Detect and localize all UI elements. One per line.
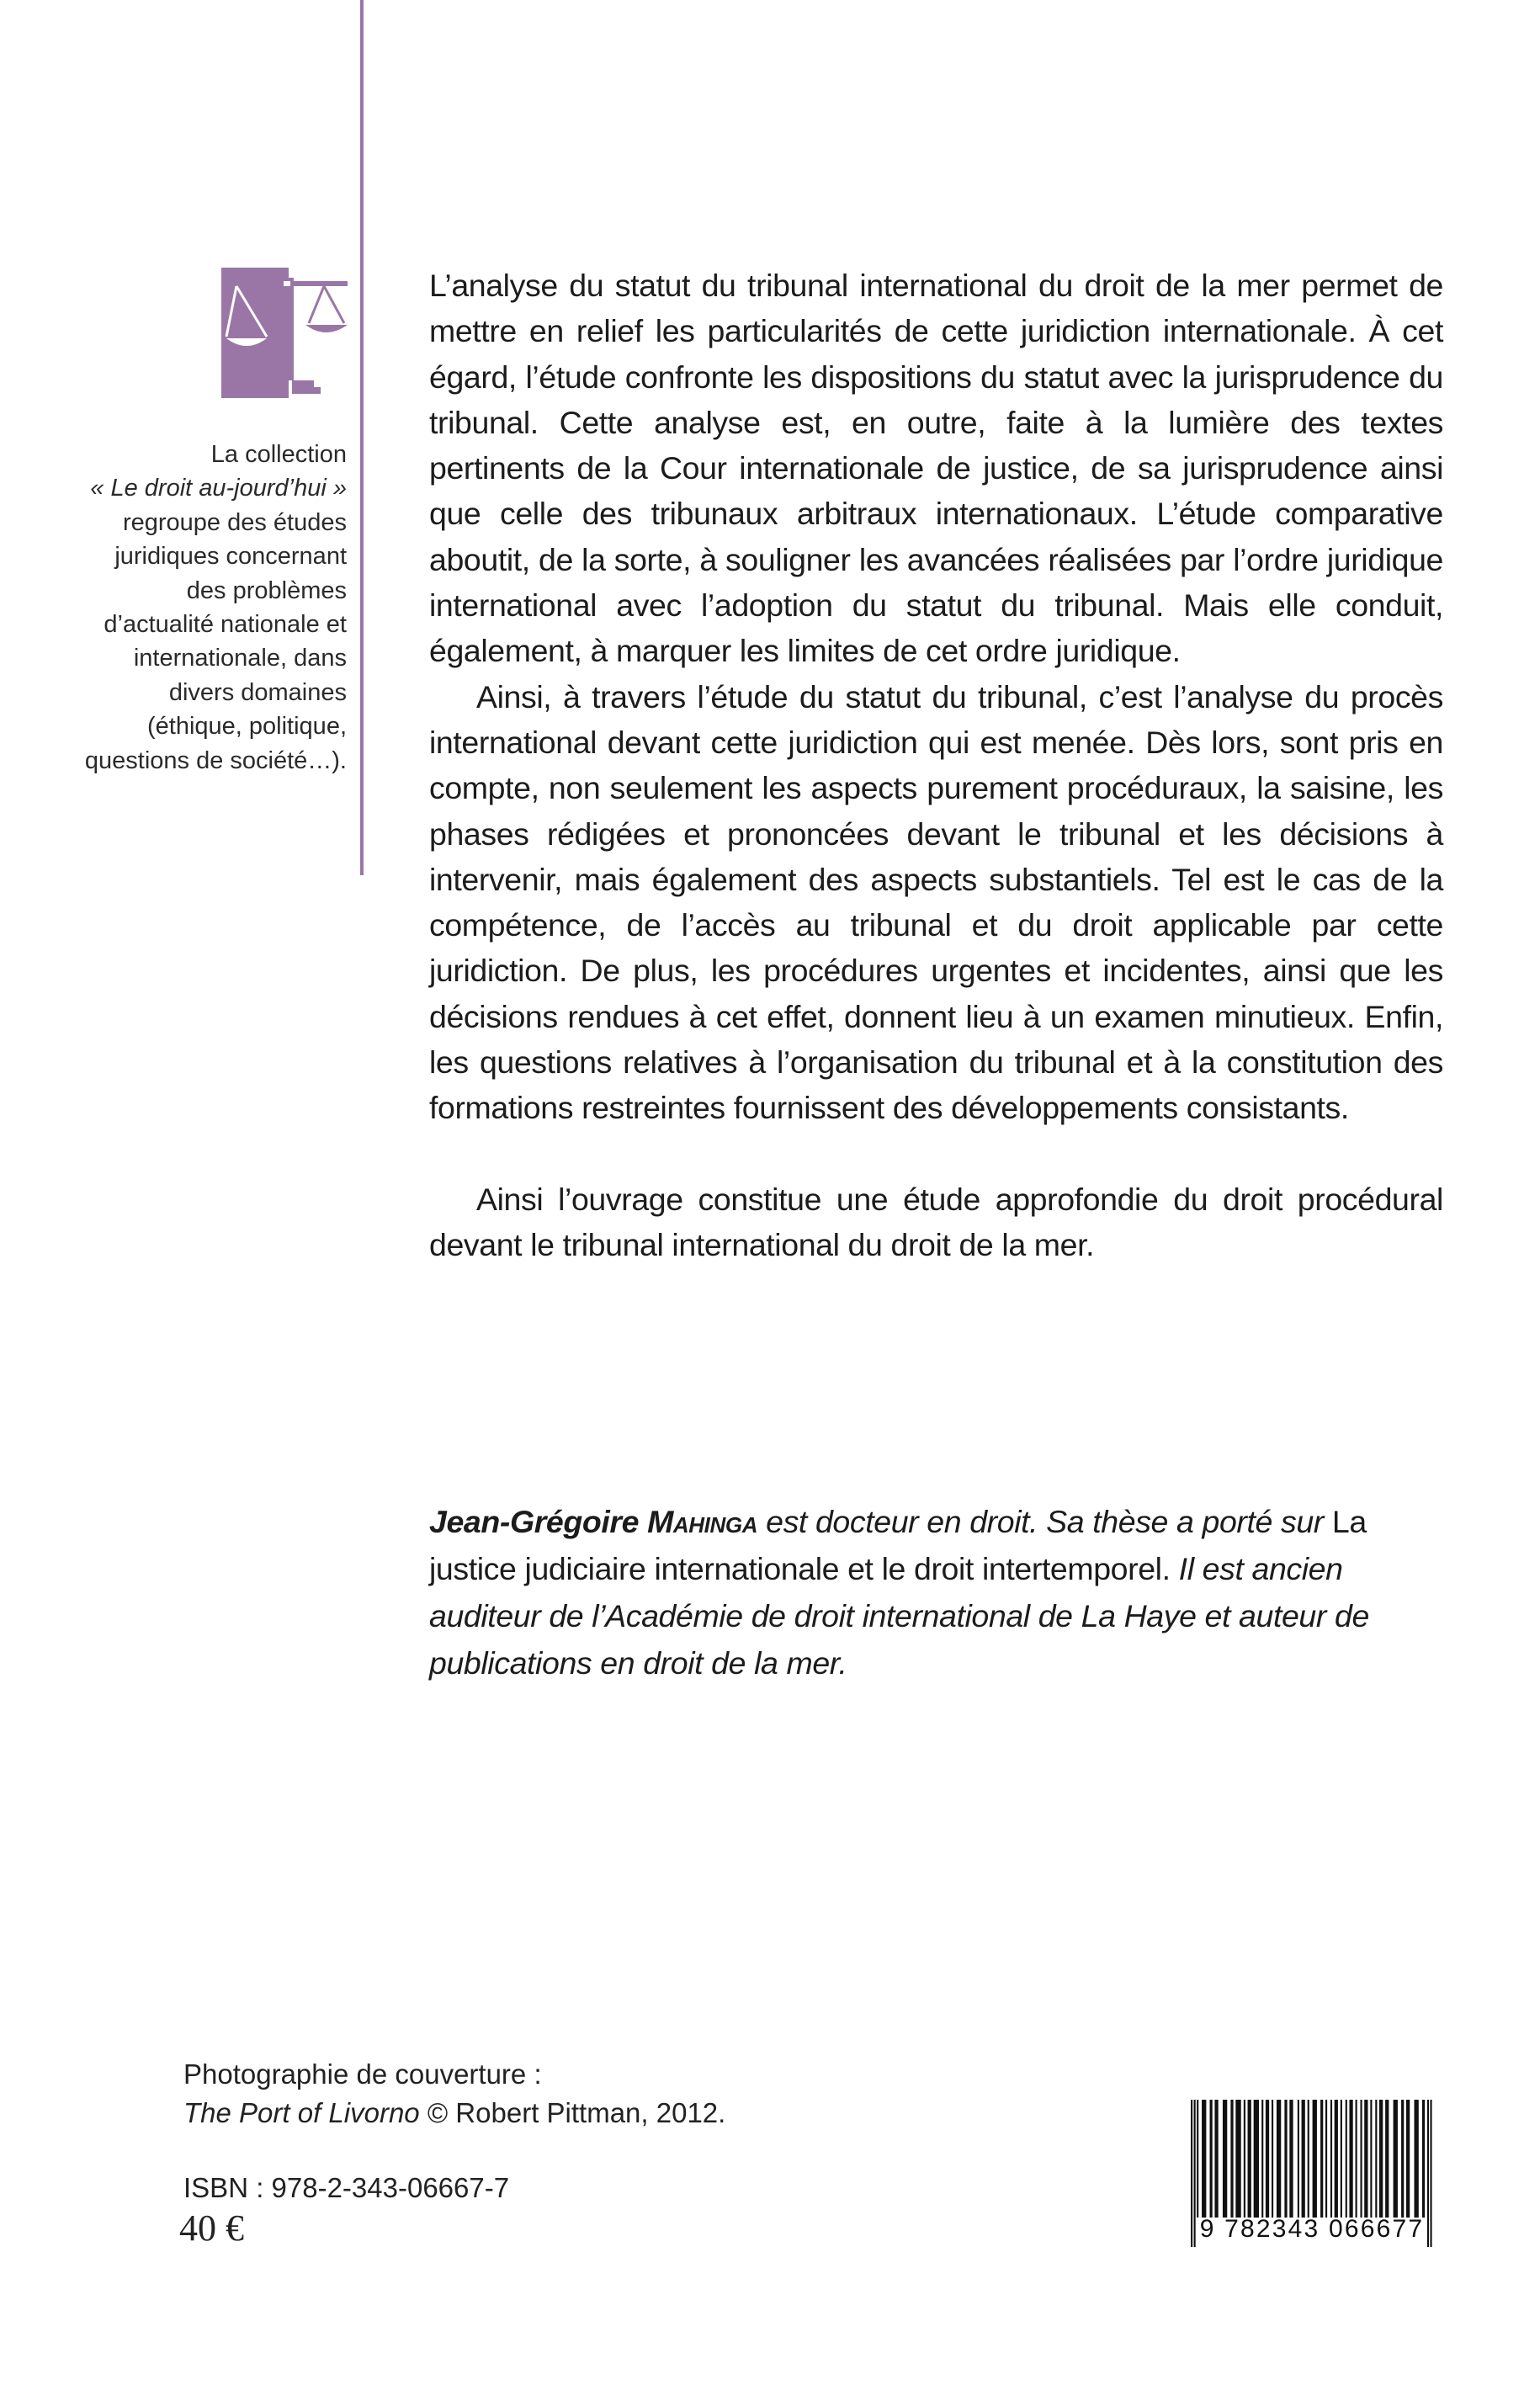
barcode-bar bbox=[1197, 2100, 1198, 2218]
barcode-bar bbox=[1266, 2100, 1269, 2218]
barcode-bar bbox=[1202, 2100, 1206, 2218]
photo-copyright: © Robert Pittman, 2012. bbox=[427, 2097, 726, 2128]
barcode-bar bbox=[1325, 2100, 1327, 2218]
barcode-bar bbox=[1308, 2100, 1309, 2218]
author-bio bbox=[429, 1498, 1443, 1686]
isbn: ISBN : 978-2-343-06667-7 bbox=[183, 2172, 510, 2203]
barcode-bar bbox=[1313, 2100, 1317, 2218]
barcode-bar bbox=[1230, 2100, 1233, 2218]
author-bio-text-2: Il est ancien auditeur de l’Académie de droit international de La Haye et auteur de publications en droit de la mer. bbox=[429, 1551, 1369, 1681]
barcode-bar bbox=[1379, 2100, 1383, 2218]
barcode-bar bbox=[1277, 2100, 1281, 2218]
barcode-bar bbox=[1375, 2100, 1377, 2218]
barcode-bar bbox=[1406, 2100, 1410, 2218]
barcode-bar bbox=[1302, 2100, 1305, 2218]
barcode-bar bbox=[1401, 2100, 1404, 2218]
photo-credit-label: Photographie de couverture : bbox=[183, 2058, 542, 2090]
barcode-digits: 9 782343 066677 bbox=[1199, 2215, 1425, 2243]
barcode-bar bbox=[1223, 2100, 1227, 2218]
summary-paragraph-1: L’analyse du statut du tribunal international du droit de la mer permet de mettre en relief les particularités de cette juridiction internationale. À cet égard, l’étude confronte les dispositions du statut avec la jurisprudence du tribunal. Cette analyse est, en outre, faite à la lumière des textes pertinents de la Cour internationale de justice, de sa jurisprudence ainsi que celle des tribunaux arbitraux internationaux. L’étude comparative aboutit, de la sorte, à souligner les avancées réalisées par l’ordre juridique international avec l’adoption du statut du tribunal. Mais elle conduit, également, à marquer les limites de cet ordre juridique. bbox=[429, 268, 1443, 669]
barcode-bar bbox=[1346, 2100, 1347, 2218]
barcode-bar bbox=[1214, 2100, 1218, 2218]
author-first-name: Jean-Grégoire bbox=[429, 1504, 640, 1539]
barcode-bar bbox=[1298, 2100, 1299, 2218]
barcode-bar bbox=[1356, 2100, 1357, 2218]
summary-paragraph-2: Ainsi, à travers l’étude du statut du tribunal, c’est l’analyse du procès international devant cette juridiction qui est menée. Dès lors, sont pris en compte, non seulement les aspects purement procéduraux, la saisine, les phases rédigées et prononcées devant le tribunal et les décisions à intervenir, mais également des aspects substantiels. Tel est le cas de la compétence, de l’accès au tribunal et du droit applicable par cette juridiction. De plus, les procédures urgentes et incidentes, ainsi que les décisions rendues à cet effet, donnent lieu à un examen minutieux. Enfin, les questions relatives à l’organisation du tribunal et à la constitution des formations restreintes fournissent des développements consistants. bbox=[429, 678, 1443, 1126]
author-last-name: Mahinga bbox=[647, 1504, 758, 1539]
barcode-bar bbox=[1330, 2100, 1332, 2218]
photo-title: The Port of Livorno bbox=[183, 2097, 420, 2128]
barcode-bar bbox=[1364, 2100, 1367, 2218]
collection-intro: La collection bbox=[210, 441, 347, 468]
thesis-title: La justice judiciaire internationale et le droit intertemporel. bbox=[429, 1504, 1367, 1586]
barcode-bar bbox=[1335, 2100, 1338, 2218]
barcode-bar bbox=[1341, 2100, 1342, 2218]
barcode-bar bbox=[1261, 2100, 1263, 2218]
scales-of-justice-icon bbox=[221, 268, 352, 398]
barcode-bar bbox=[1360, 2100, 1362, 2218]
barcode-bar bbox=[1289, 2100, 1293, 2218]
barcode-bar bbox=[1248, 2100, 1251, 2218]
barcode-bar bbox=[1394, 2100, 1398, 2218]
barcode-bar bbox=[1320, 2100, 1323, 2218]
barcode-bar bbox=[1244, 2100, 1245, 2218]
author-bio-text-1: est docteur en droit. Sa thèse a porté sur bbox=[766, 1504, 1324, 1539]
barcode-bar bbox=[1284, 2100, 1287, 2218]
vertical-accent-line bbox=[360, 0, 364, 875]
barcode-bar bbox=[1210, 2100, 1213, 2218]
barcode-bar bbox=[1272, 2100, 1273, 2218]
barcode-bar bbox=[1254, 2100, 1259, 2218]
barcode-bar bbox=[1370, 2100, 1372, 2218]
summary-paragraph-3: Ainsi l’ouvrage constitue une étude approfondie du droit procédural devant le tribunal international du droit de la mer. bbox=[429, 1181, 1443, 1262]
price: 40 € bbox=[179, 2207, 244, 2249]
barcode-bar bbox=[1414, 2100, 1418, 2218]
barcode-bar bbox=[1349, 2100, 1352, 2218]
barcode-bar bbox=[1422, 2100, 1425, 2218]
back-cover-summary bbox=[429, 263, 1443, 1267]
barcode-bar bbox=[1235, 2100, 1240, 2218]
barcode-bar bbox=[1385, 2100, 1389, 2218]
collection-blurb bbox=[84, 438, 347, 778]
collection-description: regroupe des études juridiques concernant des problèmes d’actualité nationale et internationale, dans divers domaines (éthique, politique, questions de société…). bbox=[84, 508, 347, 774]
collection-name: « Le droit au-jourd’hui » bbox=[90, 475, 347, 502]
photo-credit bbox=[183, 2055, 725, 2133]
